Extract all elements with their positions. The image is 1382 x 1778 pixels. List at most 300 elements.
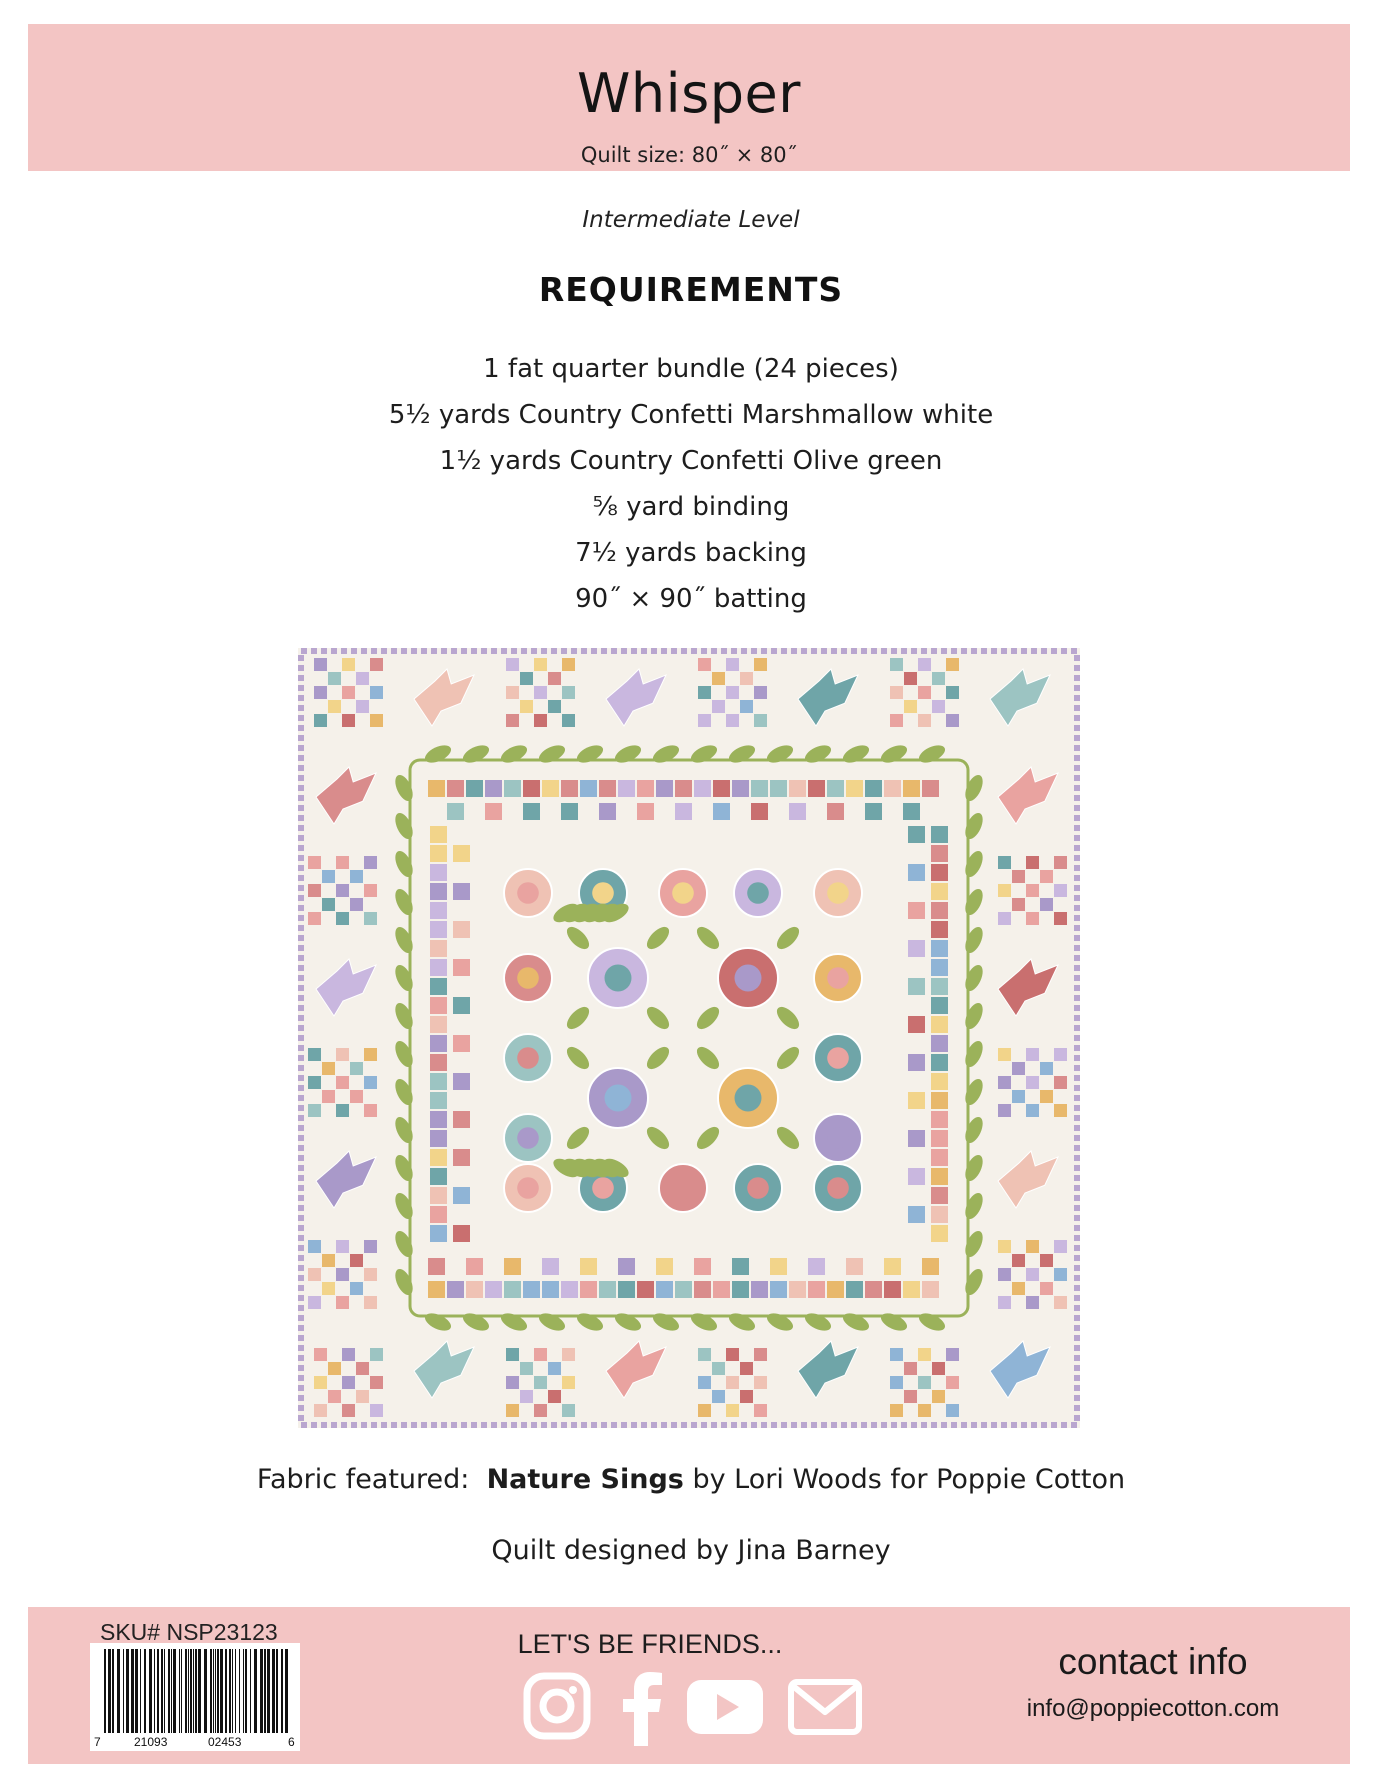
patch-square xyxy=(1040,1254,1053,1267)
requirement-item: 1 fat quarter bundle (24 pieces) xyxy=(483,354,899,384)
patch-square xyxy=(534,658,547,671)
flower-center xyxy=(517,1047,539,1069)
barcode-bar xyxy=(217,1649,219,1733)
patch-square xyxy=(308,856,321,869)
patch-square xyxy=(453,1035,470,1052)
flower-center xyxy=(517,1127,539,1149)
barcode-bar xyxy=(225,1649,227,1733)
barcode-digits: 02453 xyxy=(208,1735,242,1749)
patch-square xyxy=(453,1206,470,1223)
patch-square xyxy=(946,1348,959,1361)
patch-square xyxy=(946,686,959,699)
patch-square xyxy=(453,921,470,938)
patch-square xyxy=(618,1281,635,1298)
barcode-bar xyxy=(157,1649,159,1733)
youtube-icon[interactable] xyxy=(687,1680,763,1734)
patch-square xyxy=(846,780,863,797)
patch-square xyxy=(453,1054,470,1071)
patch-square xyxy=(903,780,920,797)
patch-square xyxy=(542,1281,559,1298)
patch-square xyxy=(580,1258,597,1275)
patch-square xyxy=(370,1376,383,1389)
patch-square xyxy=(506,686,519,699)
patch-square xyxy=(698,658,711,671)
patch-square xyxy=(890,1348,903,1361)
barcode-bar xyxy=(215,1649,216,1733)
patch-square xyxy=(946,1404,959,1417)
barcode-digits: 7 xyxy=(94,1735,101,1749)
patch-square xyxy=(922,1258,939,1275)
patch-square xyxy=(562,658,575,671)
patch-square xyxy=(931,1073,948,1090)
patch-square xyxy=(998,884,1011,897)
patch-square xyxy=(998,1104,1011,1117)
patch-square xyxy=(308,912,321,925)
patch-square xyxy=(751,1281,768,1298)
patch-square xyxy=(453,1073,470,1090)
patch-square xyxy=(827,1281,844,1298)
patch-square xyxy=(998,1268,1011,1281)
patch-square xyxy=(946,1376,959,1389)
patch-square xyxy=(1012,898,1025,911)
patch-square xyxy=(1026,1076,1039,1089)
barcode-bar xyxy=(239,1649,240,1733)
patch-square xyxy=(534,1404,547,1417)
patch-square xyxy=(931,978,948,995)
patch-square xyxy=(1054,1048,1067,1061)
patch-square xyxy=(998,912,1011,925)
patch-square xyxy=(740,1390,753,1403)
patch-square xyxy=(453,978,470,995)
barcode-bar xyxy=(161,1649,163,1733)
barcode-bar xyxy=(204,1649,207,1733)
flower-center xyxy=(827,967,849,989)
patch-square xyxy=(904,1362,917,1375)
patch-square xyxy=(336,1048,349,1061)
patch-square xyxy=(314,1348,327,1361)
patch-square xyxy=(314,714,327,727)
flower-center xyxy=(605,1085,632,1112)
patch-square xyxy=(430,1168,447,1185)
barcode-bar xyxy=(243,1649,244,1733)
patch-square xyxy=(698,686,711,699)
quilt-size: Quilt size: 80˝ × 80˝ xyxy=(580,143,798,167)
flower-center xyxy=(827,1177,849,1199)
barcode-bar xyxy=(108,1649,111,1733)
patch-square xyxy=(599,803,616,820)
patch-square xyxy=(865,803,882,820)
flower-center xyxy=(592,882,614,904)
barcode-bar xyxy=(220,1649,223,1733)
email-icon[interactable] xyxy=(787,1678,863,1736)
patch-square xyxy=(946,714,959,727)
patch-square xyxy=(694,1281,711,1298)
barcode-bar xyxy=(281,1649,283,1733)
barcode-bar xyxy=(264,1649,266,1733)
patch-square xyxy=(314,1376,327,1389)
barcode-icon xyxy=(90,1643,300,1751)
barcode-bar xyxy=(173,1649,176,1733)
patch-square xyxy=(430,845,447,862)
patch-square xyxy=(322,898,335,911)
instagram-icon[interactable] xyxy=(523,1672,591,1740)
requirement-item: ⅝ yard binding xyxy=(592,492,790,522)
patch-square xyxy=(504,1281,521,1298)
patch-square xyxy=(827,803,844,820)
patch-square xyxy=(430,864,447,881)
patch-square xyxy=(1054,1240,1067,1253)
patch-square xyxy=(890,714,903,727)
patch-square xyxy=(908,1054,925,1071)
patch-square xyxy=(430,940,447,957)
patch-square xyxy=(890,686,903,699)
patch-square xyxy=(908,1073,925,1090)
patch-square xyxy=(453,1187,470,1204)
patch-square xyxy=(770,780,787,797)
patch-square xyxy=(904,1390,917,1403)
patch-square xyxy=(931,1206,948,1223)
patch-square xyxy=(754,686,767,699)
patch-square xyxy=(808,803,825,820)
patch-square xyxy=(675,1281,692,1298)
fabric-collection-name: Nature Sings xyxy=(486,1464,684,1495)
patch-square xyxy=(447,780,464,797)
patch-square xyxy=(726,686,739,699)
patch-square xyxy=(336,1076,349,1089)
flower-center xyxy=(747,1177,769,1199)
requirement-item: 5½ yards Country Confetti Marshmallow white xyxy=(388,400,994,430)
patch-square xyxy=(364,1240,377,1253)
patch-square xyxy=(430,1149,447,1166)
patch-square xyxy=(656,803,673,820)
patch-square xyxy=(754,658,767,671)
patch-square xyxy=(430,1092,447,1109)
patch-square xyxy=(908,1092,925,1109)
patch-square xyxy=(599,1258,616,1275)
patch-square xyxy=(548,672,561,685)
patch-square xyxy=(485,780,502,797)
patch-square xyxy=(447,803,464,820)
patch-square xyxy=(562,1404,575,1417)
patch-square xyxy=(430,1035,447,1052)
patch-square xyxy=(713,1258,730,1275)
patch-square xyxy=(770,1258,787,1275)
patch-square xyxy=(447,1258,464,1275)
patch-square xyxy=(466,803,483,820)
patch-square xyxy=(908,1225,925,1242)
patch-square xyxy=(322,870,335,883)
patch-square xyxy=(846,803,863,820)
patch-square xyxy=(751,1258,768,1275)
flower-center xyxy=(735,965,762,992)
patch-square xyxy=(865,1281,882,1298)
patch-square xyxy=(428,1258,445,1275)
patch-square xyxy=(485,1258,502,1275)
patch-square xyxy=(931,997,948,1014)
patch-square xyxy=(370,714,383,727)
patch-square xyxy=(618,1258,635,1275)
patch-square xyxy=(904,672,917,685)
patch-square xyxy=(322,1062,335,1075)
patch-square xyxy=(580,803,597,820)
patch-square xyxy=(740,700,753,713)
patch-square xyxy=(694,803,711,820)
patch-square xyxy=(918,686,931,699)
patch-square xyxy=(712,672,725,685)
patch-square xyxy=(1054,884,1067,897)
patch-square xyxy=(523,803,540,820)
patch-square xyxy=(430,1054,447,1071)
flower-center xyxy=(517,882,539,904)
patch-square xyxy=(561,1281,578,1298)
patch-square xyxy=(364,1268,377,1281)
patch-square xyxy=(599,780,616,797)
patch-square xyxy=(364,912,377,925)
patch-square xyxy=(754,1404,767,1417)
patch-square xyxy=(908,864,925,881)
patch-square xyxy=(430,1111,447,1128)
barcode-bar xyxy=(190,1649,192,1733)
fabric-prefix: Fabric featured: xyxy=(256,1464,470,1495)
patch-square xyxy=(637,803,654,820)
patch-square xyxy=(908,1168,925,1185)
flower-center xyxy=(735,1085,762,1112)
barcode-bar xyxy=(267,1649,270,1733)
patch-square xyxy=(1026,1240,1039,1253)
barcode-bar xyxy=(285,1649,288,1733)
patch-square xyxy=(430,1016,447,1033)
barcode-digits: 21093 xyxy=(134,1735,168,1749)
patch-square xyxy=(751,780,768,797)
barcode-bar xyxy=(104,1649,106,1733)
patch-square xyxy=(466,1258,483,1275)
patch-square xyxy=(698,1376,711,1389)
barcode-bar xyxy=(131,1649,134,1733)
patch-square xyxy=(789,1258,806,1275)
patch-square xyxy=(712,1362,725,1375)
patch-square xyxy=(308,1048,321,1061)
patch-square xyxy=(1026,856,1039,869)
patch-square xyxy=(350,1062,363,1075)
patch-square xyxy=(726,1348,739,1361)
patch-square xyxy=(675,780,692,797)
patch-square xyxy=(485,1281,502,1298)
barcode-bar xyxy=(168,1649,170,1733)
patch-square xyxy=(656,780,673,797)
patch-square xyxy=(453,940,470,957)
designer-credit: Quilt designed by Jina Barney xyxy=(491,1535,891,1566)
patch-square xyxy=(908,826,925,843)
facebook-icon[interactable] xyxy=(621,1672,663,1746)
patch-square xyxy=(904,700,917,713)
patch-square xyxy=(1054,856,1067,869)
patch-square xyxy=(932,1362,945,1375)
patch-square xyxy=(328,1362,341,1375)
patch-square xyxy=(908,978,925,995)
patch-square xyxy=(922,803,939,820)
patch-square xyxy=(453,959,470,976)
patch-square xyxy=(1040,870,1053,883)
patch-square xyxy=(908,1016,925,1033)
patch-square xyxy=(931,1225,948,1242)
patch-square xyxy=(430,902,447,919)
patch-square xyxy=(336,912,349,925)
patch-square xyxy=(884,1281,901,1298)
patch-square xyxy=(1012,1090,1025,1103)
patch-square xyxy=(827,780,844,797)
patch-square xyxy=(694,780,711,797)
fabric-suffix: by Lori Woods for Poppie Cotton xyxy=(692,1464,1126,1495)
patch-square xyxy=(931,1130,948,1147)
patch-square xyxy=(364,1296,377,1309)
patch-square xyxy=(846,1281,863,1298)
patch-square xyxy=(726,1404,739,1417)
patch-square xyxy=(453,1130,470,1147)
patch-square xyxy=(562,1348,575,1361)
patch-square xyxy=(713,1281,730,1298)
patch-square xyxy=(504,780,521,797)
contact-email[interactable]: info@poppiecotton.com xyxy=(1026,1695,1280,1722)
patch-square xyxy=(908,845,925,862)
patch-square xyxy=(908,921,925,938)
patch-square xyxy=(1026,1296,1039,1309)
patch-square xyxy=(308,1268,321,1281)
patch-square xyxy=(726,714,739,727)
barcode-bar xyxy=(213,1649,214,1733)
patch-square xyxy=(908,883,925,900)
barcode-bar xyxy=(154,1649,155,1733)
patch-square xyxy=(1040,1090,1053,1103)
social-heading: LET'S BE FRIENDS... xyxy=(517,1629,783,1659)
patch-square xyxy=(370,686,383,699)
barcode-bar xyxy=(193,1649,194,1733)
patch-square xyxy=(908,1130,925,1147)
patch-square xyxy=(922,1281,939,1298)
patch-square xyxy=(430,1225,447,1242)
patch-square xyxy=(342,686,355,699)
patch-square xyxy=(740,672,753,685)
patch-square xyxy=(698,1404,711,1417)
patch-square xyxy=(846,1258,863,1275)
patch-square xyxy=(308,1076,321,1089)
pattern-title: Whisper xyxy=(577,62,801,125)
patch-square xyxy=(520,1390,533,1403)
patch-square xyxy=(918,658,931,671)
patch-square xyxy=(890,1376,903,1389)
barcode-bar xyxy=(171,1649,172,1733)
patch-square xyxy=(548,1362,561,1375)
patch-square xyxy=(336,1104,349,1117)
patch-square xyxy=(1054,1296,1067,1309)
barcode-bar xyxy=(185,1649,187,1733)
patch-square xyxy=(356,672,369,685)
patch-square xyxy=(808,780,825,797)
patch-square xyxy=(908,1187,925,1204)
barcode-bar xyxy=(123,1649,124,1733)
patch-square xyxy=(580,1281,597,1298)
patch-square xyxy=(370,1404,383,1417)
barcode-bar xyxy=(276,1649,278,1733)
fabric-featured xyxy=(0,1464,1382,1495)
patch-square xyxy=(520,672,533,685)
patch-square xyxy=(453,1092,470,1109)
patch-square xyxy=(931,1092,948,1109)
patch-square xyxy=(364,856,377,869)
patch-square xyxy=(698,714,711,727)
patch-square xyxy=(322,1254,335,1267)
patch-square xyxy=(884,803,901,820)
patch-square xyxy=(918,1348,931,1361)
patch-square xyxy=(1040,1282,1053,1295)
patch-square xyxy=(922,780,939,797)
patch-square xyxy=(713,780,730,797)
patch-square xyxy=(350,1090,363,1103)
patch-square xyxy=(732,803,749,820)
barcode-bar xyxy=(260,1649,263,1733)
title-banner xyxy=(28,24,1350,171)
barcode-bar xyxy=(232,1649,233,1733)
patch-square xyxy=(548,700,561,713)
patch-square xyxy=(890,658,903,671)
patch-square xyxy=(428,1281,445,1298)
footer-banner xyxy=(28,1607,1350,1764)
patch-square xyxy=(618,803,635,820)
barcode-digits: 6 xyxy=(288,1735,295,1749)
patch-square xyxy=(466,780,483,797)
patch-square xyxy=(1054,1076,1067,1089)
patch-square xyxy=(562,686,575,699)
patch-square xyxy=(675,803,692,820)
patch-square xyxy=(789,780,806,797)
patch-square xyxy=(336,884,349,897)
patch-square xyxy=(1026,884,1039,897)
patch-square xyxy=(562,1376,575,1389)
barcode-bar xyxy=(245,1649,247,1733)
quilt-background xyxy=(298,648,1080,1428)
patch-square xyxy=(932,1390,945,1403)
patch-square xyxy=(998,1296,1011,1309)
patch-square xyxy=(808,1258,825,1275)
patch-square xyxy=(908,959,925,976)
barcode-bar xyxy=(117,1649,120,1733)
patch-square xyxy=(827,1258,844,1275)
flower-center xyxy=(672,1177,694,1199)
patch-square xyxy=(430,959,447,976)
patch-square xyxy=(931,1016,948,1033)
patch-square xyxy=(453,1016,470,1033)
patch-square xyxy=(1012,1254,1025,1267)
patch-square xyxy=(336,856,349,869)
patch-square xyxy=(931,1187,948,1204)
barcode-bar xyxy=(181,1649,182,1733)
patch-square xyxy=(732,1258,749,1275)
patch-square xyxy=(932,672,945,685)
patch-square xyxy=(336,1268,349,1281)
patch-square xyxy=(453,826,470,843)
patch-square xyxy=(453,845,470,862)
patch-square xyxy=(726,658,739,671)
patch-square xyxy=(740,1362,753,1375)
patch-square xyxy=(998,1048,1011,1061)
patch-square xyxy=(754,1348,767,1361)
patch-square xyxy=(356,1390,369,1403)
patch-square xyxy=(430,1187,447,1204)
patch-square xyxy=(453,864,470,881)
patch-square xyxy=(428,780,445,797)
patch-square xyxy=(364,1076,377,1089)
flower-center xyxy=(517,967,539,989)
patch-square xyxy=(506,658,519,671)
